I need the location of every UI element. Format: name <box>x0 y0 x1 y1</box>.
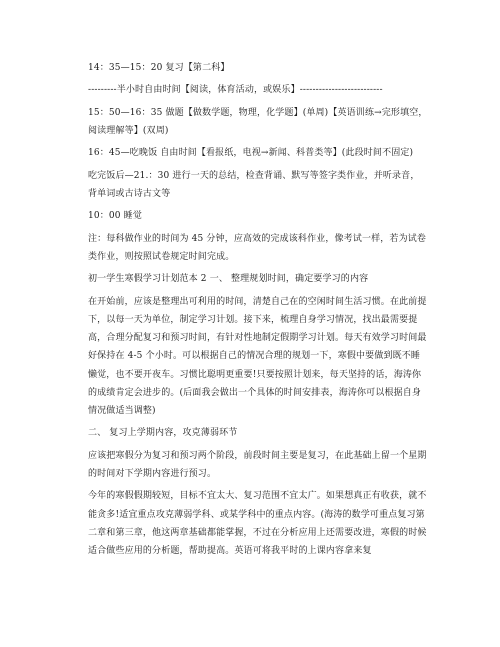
schedule-line-evening-summary: 吃完饭后—21.：30 进行一天的总结，检查背诵、默写等签字类作业，并听录音，背单词或古诗古文等 <box>88 170 420 199</box>
body-paragraph-short-holiday: 今年的寒假假期较短，目标不宜太大、复习范围不宜太广。如果想真正有收获，就不能贪多!适宜重点攻克薄弱学科、或某学科中的重点内容。(海涛的数学可重点复习第二章和第三章，他这两章基础都能掌握，不过在分析应用上还需要改进，寒假的时候适合做些应用的分析题，帮助提高。英语可将我平时的上课内容拿来复 <box>88 491 427 556</box>
body-paragraph-two-stages: 应该把寒假分为复习和预习两个阶段，前段时间主要是复习，在此基础上留一个星期的时间对下学期内容进行预习。 <box>88 450 427 479</box>
schedule-line-review-second-subject: 14：35—15：20 复习【第二科】 <box>88 63 230 73</box>
section-heading-plan-2: 初一学生寒假学习计划范本 2 一、 整理规划时间，确定要学习的内容 <box>88 274 369 285</box>
section-heading-review: 二、 复习上学期内容，攻克薄弱环节 <box>88 428 238 439</box>
schedule-line-free-time: ---------半小时自由时间【阅读，体育活动，或娱乐】-------------------------- <box>88 85 383 96</box>
note-paragraph: 注：每科做作业的时间为 45 分钟，应高效的完成该科作业，像考试一样，若为试卷类作业，则按照试卷规定时间完成。 <box>88 233 427 262</box>
schedule-line-exercises: 15：50—16：35 做题【做数学题，物理，化学题】(单周)【英语训练→完形填空，阅读理解等】(双周) <box>88 107 428 136</box>
schedule-line-sleep: 10：00 睡觉 <box>88 211 142 222</box>
document-body <box>88 59 428 564</box>
schedule-line-dinner: 16：45—吃晚饭 自由时间【看报纸，电视→新闻、科普类等】(此段时间不固定) <box>88 148 414 159</box>
body-paragraph-time-planning: 在开始前，应该是整理出可利用的时间，清楚自己在的空闲时间生活习惯。在此前提下，以每一天为单位，制定学习计划。接下来，梳理自身学习情况，找出最需要提高，合理分配复习和预习时间，有针对性地制定假期学习计划。每天有效学习时间最好保持在 4-5 个小时。可以根据自己的情况合理的规划一下，寒假中要做到既不睡懒觉，也不要开夜车。习惯比聪明更重要!只要按照计划来，每天坚持的话，海涛你的成绩肯定会进步的。(后面我会做出一个具体的时间安排表，海涛你可以根据自身情况做适当调整) <box>88 296 427 416</box>
